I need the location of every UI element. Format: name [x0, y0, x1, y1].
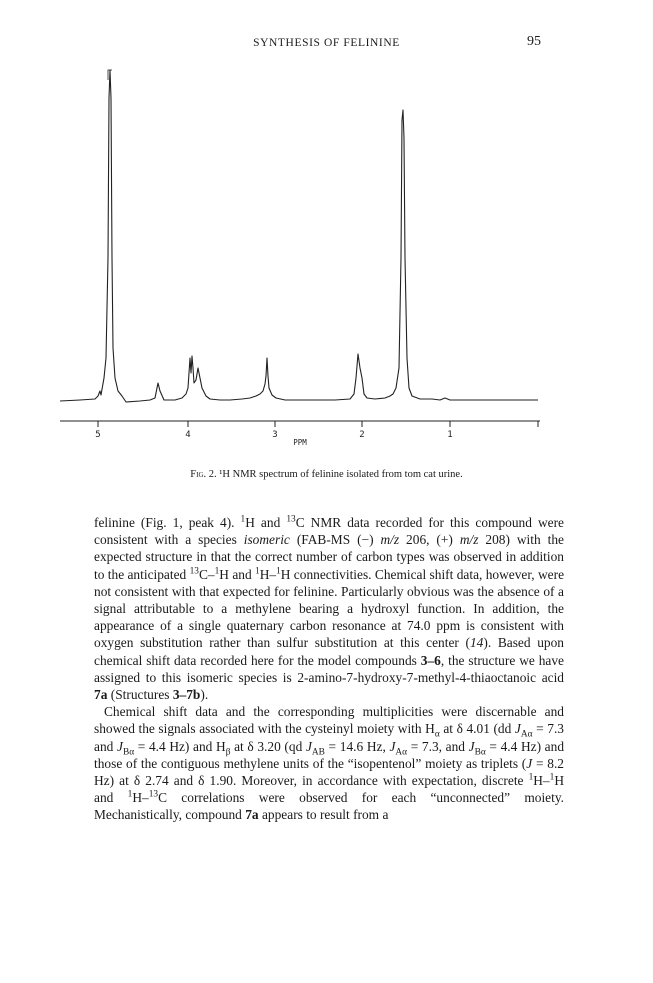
page-number: 95: [527, 34, 541, 49]
figure-caption: [0, 469, 653, 480]
axis-tick-4: 4: [185, 430, 191, 440]
spectrum-trace: [60, 70, 538, 402]
body-text: [94, 514, 564, 824]
axis-tick-1: 1: [447, 430, 453, 440]
running-title: SYNTHESIS OF FELININE: [253, 37, 400, 49]
axis-tick-2: 2: [359, 430, 365, 440]
nmr-spectrum: [60, 58, 540, 458]
axis-tick-3: 3: [272, 430, 278, 440]
paragraph-2: Chemical shift data and the corresponding multiplicities were discernable and showed the signals associated with the cysteinyl moiety with $H_\alpha$ at δ 4.01 (dd $J_{A\alpha} = 7.3$ and $J_{B\alpha} = 4.4$ Hz) and $H_\beta$ at δ 3.20 (qd $J_{AB} = 14.6$ Hz, $J_{A\alpha} = 7.3$, and $J_{B\alpha} = 4.4$ Hz) and those of the contiguous methylene units of the “isopentenol” moiety as triplets (J = 8.2 Hz) at δ 2.74 and δ 1.90. Moreover, in accordance with expectation, discrete $^1$H–$^1$H and $^1$H–$^{13}$C correlations were observed for each “unconnected” moiety. Mechanistically, compound 7a appears to result from a: [94, 704, 565, 823]
figure-label: Fig. 2.: [190, 469, 217, 480]
paragraph-1: felinine (Fig. 1, peak 4). $^1$H and $^{13}$C NMR data recorded for this compound were consistent with a species isomeric (FAB-MS (−) m/z 206, (+) m/z 208) with the expected structure in that the correct number of carbon types was observed in addition to the anticipated $^{13}$C–$^1$H and $^1$H–$^1$H connectivities. Chemical shift data, however, were not consistent with that expected for felinine. Particularly obvious was the absence of a signal attributable to a methylene bearing a hydroxyl function. In addition, the appearance of a single quaternary carbon resonance at 74.0 ppm is consistent with oxygen substitution rather than sulfur substitution at this center (14). Based upon chemical shift data recorded here for the model compounds 3–6, the structure we have assigned to this isomeric species is 2-amino-7-hydroxy-7-methyl-4-thiaoctanoic acid 7a (Structures 3–7b).: [94, 514, 565, 703]
caption-text: ¹H NMR spectrum of felinine isolated from tom cat urine.: [216, 469, 463, 480]
axis-tick-5: 5: [95, 430, 101, 440]
axis-unit: PPM: [293, 438, 307, 447]
running-head: [0, 34, 653, 53]
